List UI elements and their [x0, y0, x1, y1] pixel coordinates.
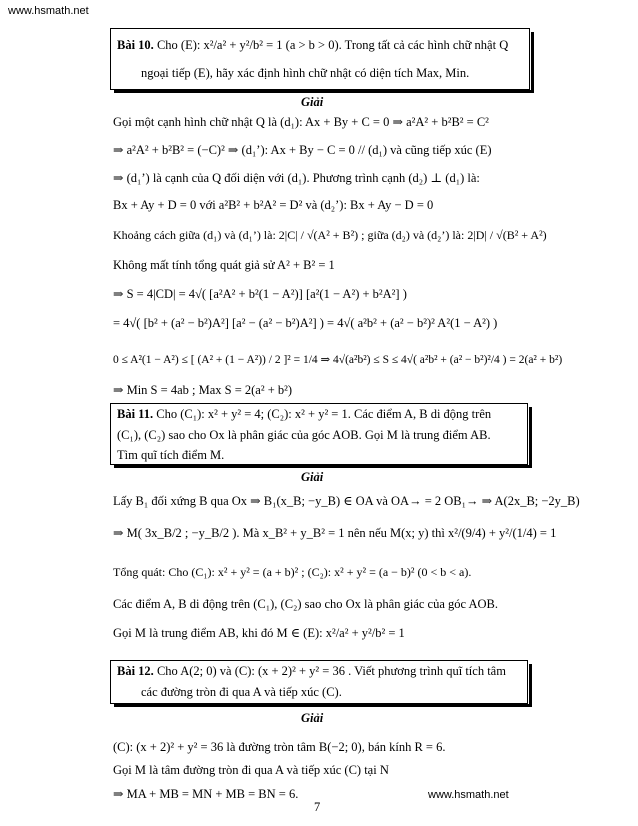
exercise-12-line1: Bài 12. Cho A(2; 0) và (C): (x + 2)² + y² = 36 . Viết phương trình quĩ tích tâm	[117, 664, 506, 678]
solution-12-line-1: (C): (x + 2)² + y² = 36 là đường tròn tâm B(−2; 0), bán kính R = 6.	[113, 740, 446, 754]
exercise-10-line2: ngoại tiếp (E), hãy xác định hình chữ nhật có diện tích Max, Min.	[141, 66, 470, 80]
box-shadow	[531, 32, 534, 91]
solution-11-line-2: ⇒ M( 3x_B/2 ; −y_B/2 ). Mà x_B² + y_B² = 1 nên nếu M(x; y) thì x²/(9/4) + y²/(1/4) = 1	[113, 526, 557, 540]
exercise-12-line2: các đường tròn đi qua A và tiếp xúc (C).	[141, 685, 342, 699]
solution-11-line-5: Gọi M là trung điểm AB, khi đó M ∈ (E): x²/a² + y²/b² = 1	[113, 626, 405, 640]
solution-10-line-2: ⇒ a²A² + b²B² = (−C)² ⇒ (d₁’): Ax + By − C = 0 // (d₁) và cũng tiếp xúc (E)	[113, 143, 492, 157]
exercise-11-line1: Bài 11. Cho (C₁): x² + y² = 4; (C₂): x² + y² = 1. Các điểm A, B di động trên	[117, 407, 492, 421]
solution-12-line-2: Gọi M là tâm đường tròn đi qua A và tiếp xúc (C) tại N	[113, 763, 389, 777]
solution-10-line-9: 0 ≤ A²(1 − A²) ≤ [ (A² + (1 − A²)) / 2 ]² = 1/4 ⇒ 4√(a²b²) ≤ S ≤ 4√( a²b² + (a² − b²)²/4 ) = 2(a² + b²)	[113, 354, 563, 366]
solution-heading: Giải	[301, 470, 324, 484]
solution-10-line-7: ⇒ S = 4|CD| = 4√( [a²A² + b²(1 − A²)] [a²(1 − A²) + b²A²] )	[113, 287, 407, 301]
solution-12-line-3: ⇒ MA + MB = MN + MB = BN = 6.	[113, 787, 299, 801]
solution-heading: Giải	[301, 711, 324, 725]
page-number: 7	[314, 800, 321, 814]
solution-10-line-6: Không mất tính tổng quát giả sử A² + B² = 1	[113, 258, 335, 272]
box-shadow	[529, 664, 532, 705]
site-url-top[interactable]: www.hsmath.net	[8, 5, 89, 17]
solution-10-line-4: Bx + Ay + D = 0 với a²B² + b²A² = D² và (d₂’): Bx + Ay − D = 0	[113, 198, 434, 212]
exercise-10-label: Bài 10.	[117, 38, 154, 52]
box-shadow	[114, 90, 534, 93]
solution-10-line-5: Khoảng cách giữa (d₁) và (d₁’) là: 2|C| / √(A² + B²) ; giữa (d₂) và (d₂’) là: 2|D| / √(B² + A²)	[113, 228, 547, 242]
solution-11-line-1: Lấy B₁ đối xứng B qua Ox ⇒ B₁(x_B; −y_B) ∈ OA và OA→ = 2 OB₁→ ⇒ A(2x_B; −2y_B)	[113, 494, 580, 508]
exercise-12-label: Bài 12.	[117, 664, 154, 678]
solution-10-line-1: Gọi một cạnh hình chữ nhật Q là (d₁): Ax + By + C = 0 ⇒ a²A² + b²B² = C²	[113, 115, 489, 129]
exercise-10-line1: Bài 10. Cho (E): x²/a² + y²/b² = 1 (a > b > 0). Trong tất cả các hình chữ nhật Q	[117, 38, 509, 52]
solution-heading: Giải	[301, 95, 324, 109]
box-shadow	[114, 465, 532, 468]
solution-11-line-4: Các điểm A, B di động trên (C₁), (C₂) sao cho Ox là phân giác của góc AOB.	[113, 597, 499, 611]
solution-11-line-3: Tổng quát: Cho (C₁): x² + y² = (a + b)² ; (C₂): x² + y² = (a − b)² (0 < b < a).	[113, 565, 472, 579]
box-shadow	[529, 407, 532, 466]
exercise-11-line2: (C₁), (C₂) sao cho Ox là phân giác của góc AOB. Gọi M là trung điểm AB.	[117, 428, 491, 442]
solution-10-line-10: ⇒ Min S = 4ab ; Max S = 2(a² + b²)	[113, 383, 293, 397]
site-url-bottom[interactable]: www.hsmath.net	[428, 789, 509, 801]
exercise-11-label: Bài 11.	[117, 407, 154, 421]
solution-10-line-8: = 4√( [b² + (a² − b²)A²] [a² − (a² − b²)A²] ) = 4√( a²b² + (a² − b²)² A²(1 − A²) )	[113, 316, 498, 330]
box-shadow	[114, 704, 532, 707]
solution-10-line-3: ⇒ (d₁’) là cạnh của Q đối diện với (d₁). Phương trình cạnh (d₂) ⊥ (d₁) là:	[113, 171, 480, 185]
exercise-11-line3: Tìm quĩ tích điểm M.	[117, 448, 225, 462]
